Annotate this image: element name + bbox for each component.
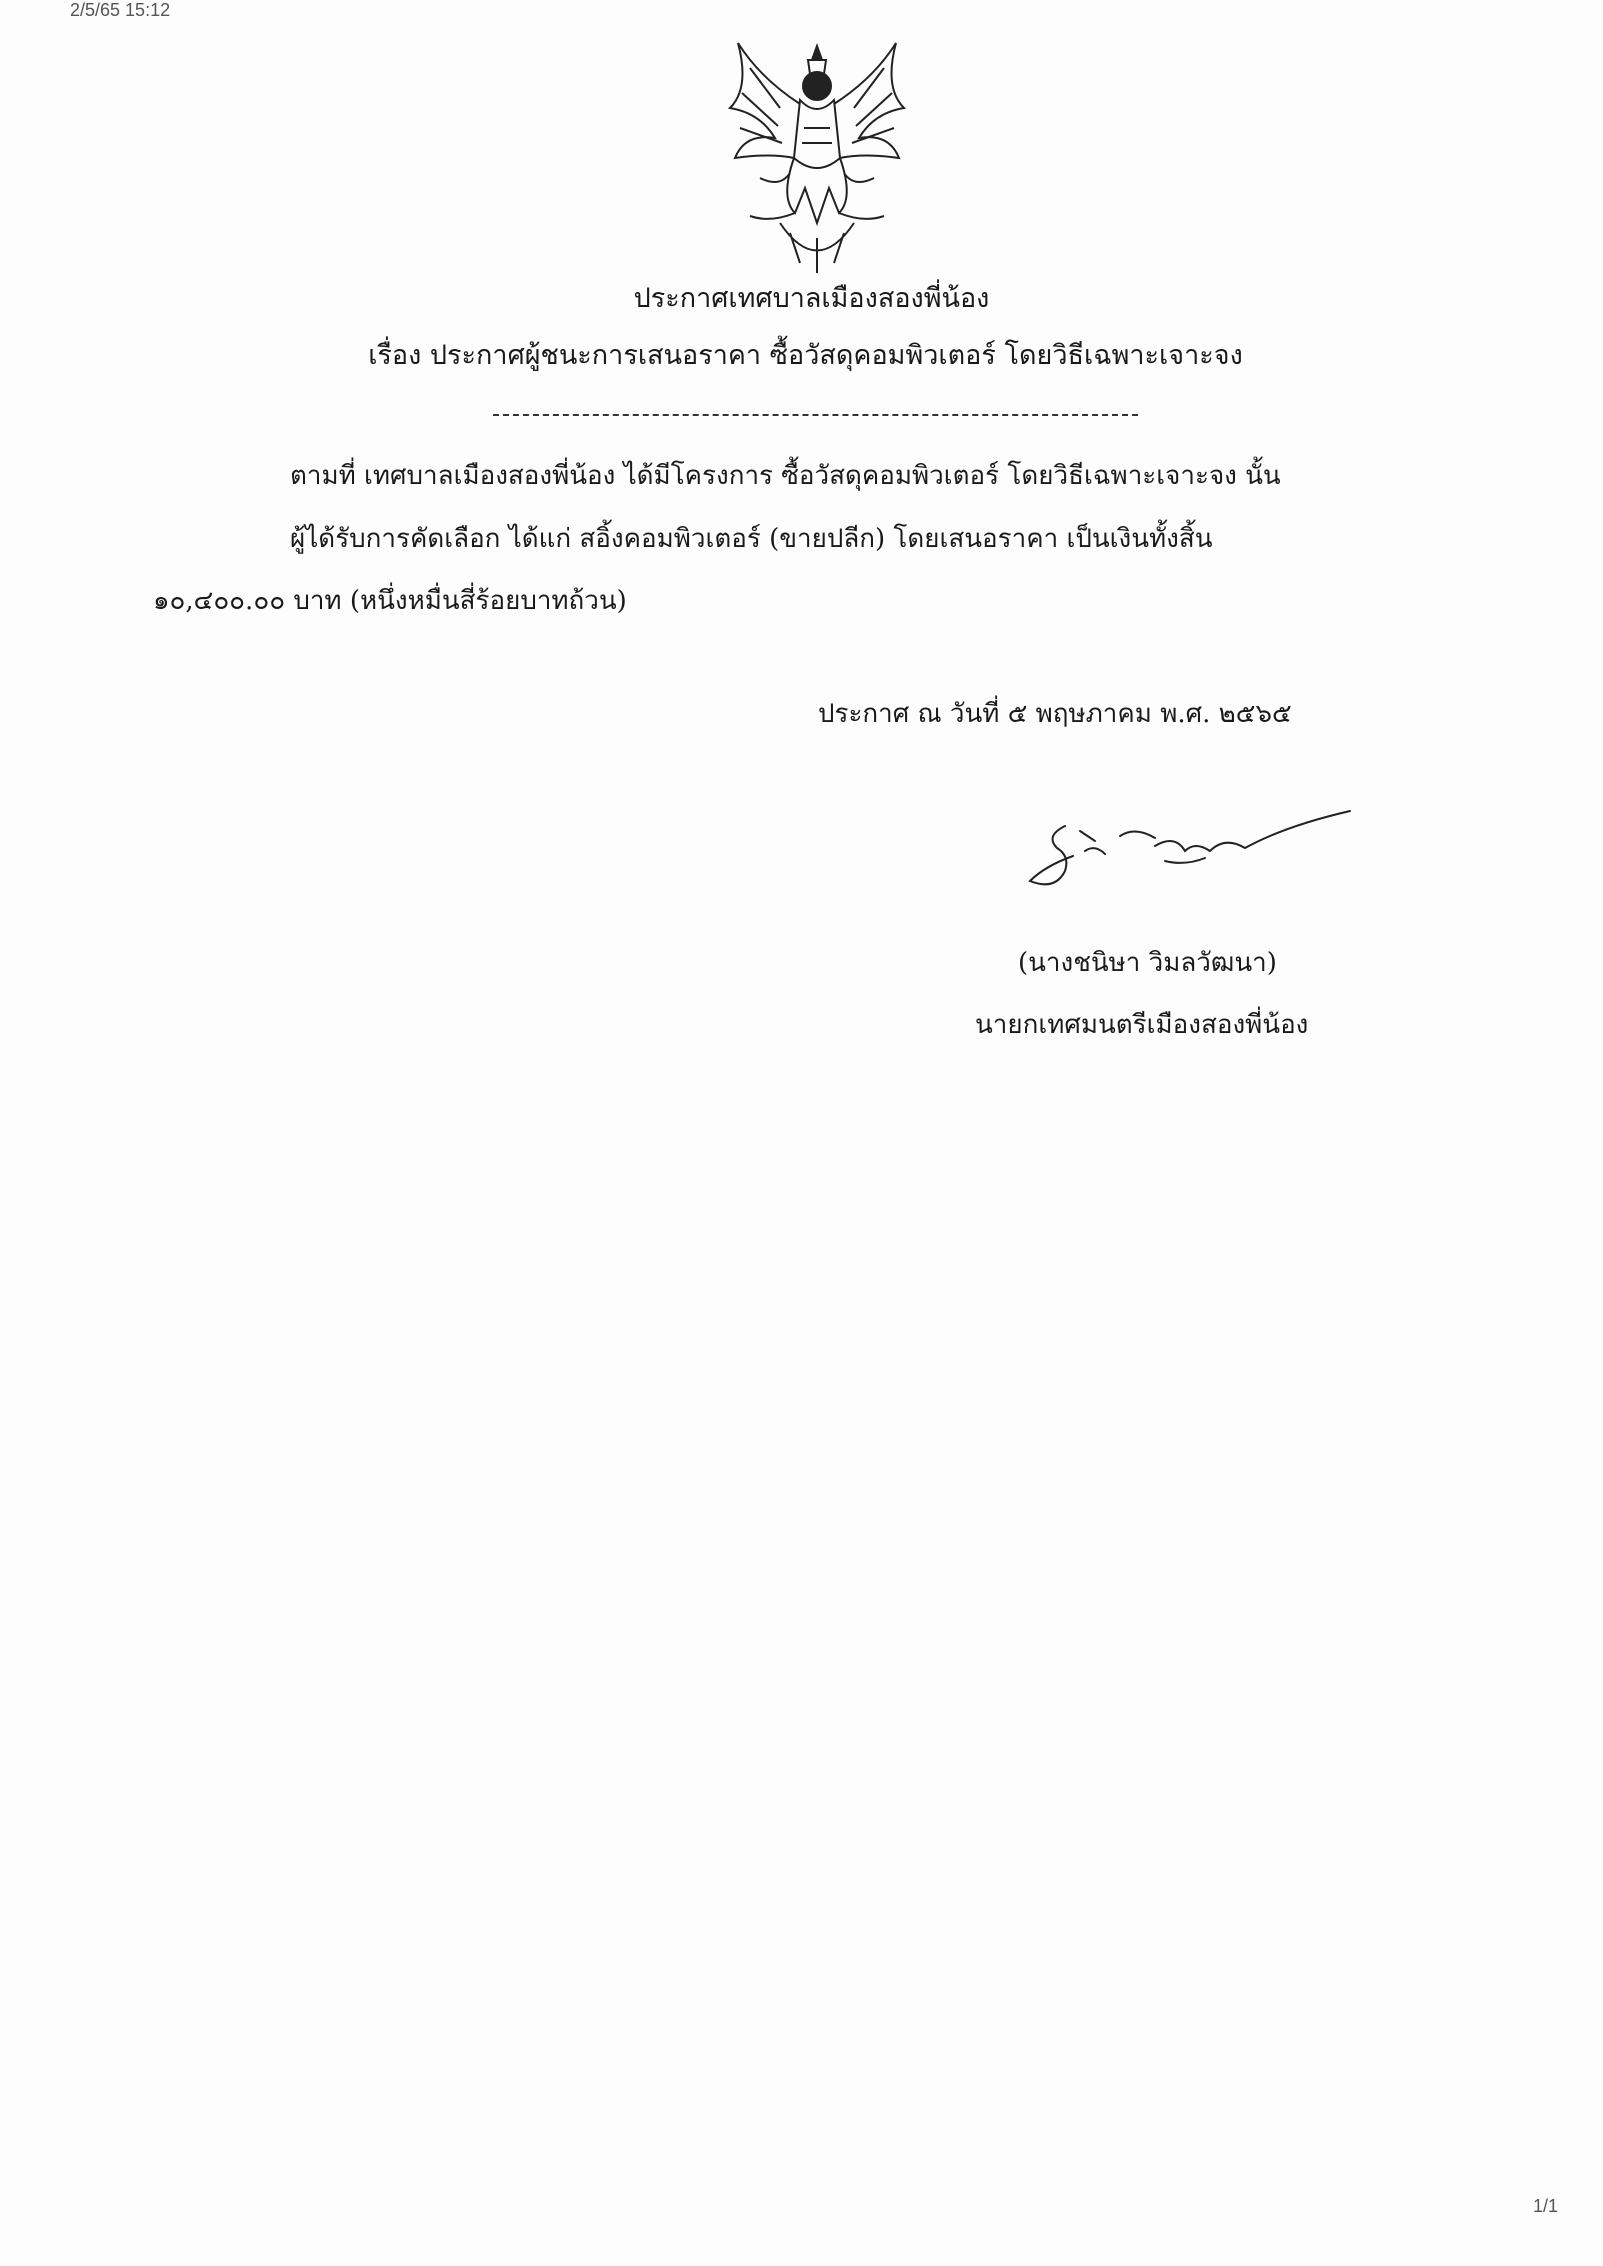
garuda-emblem-icon	[720, 38, 915, 278]
body-line-3: ๑๐,๔๐๐.๐๐ บาท (หนึ่งหมื่นสี่ร้อยบาทถ้วน)	[153, 586, 627, 616]
signer-name: (นางชนิษา วิมลวัฒนา)	[1018, 948, 1277, 978]
print-timestamp: 2/5/65 15:12	[70, 0, 171, 20]
body-line-2: ผู้ได้รับการคัดเลือก ได้แก่ สอิ้งคอมพิวเตอร์ (ขายปลีก) โดยเสนอราคา เป็นเงินทั้งสิ้น	[290, 524, 1213, 554]
announcement-date: ประกาศ ณ วันที่ ๕ พฤษภาคม พ.ศ. ๒๕๖๕	[818, 699, 1292, 729]
dashed-divider	[493, 414, 1138, 416]
announcement-title: ประกาศเทศบาลเมืองสองพี่น้อง	[633, 283, 990, 314]
announcement-subject: เรื่อง ประกาศผู้ชนะการเสนอราคา ซื้อวัสดุคอมพิวเตอร์ โดยวิธีเฉพาะเจาะจง	[368, 340, 1243, 371]
signer-position: นายกเทศมนตรีเมืองสองพี่น้อง	[975, 1010, 1309, 1040]
handwritten-signature	[1025, 796, 1355, 896]
body-line-1: ตามที่ เทศบาลเมืองสองพี่น้อง ได้มีโครงการ ซื้อวัสดุคอมพิวเตอร์ โดยวิธีเฉพาะเจาะจง นั้น	[290, 461, 1281, 491]
page-counter: 1/1	[1533, 2196, 1559, 2216]
